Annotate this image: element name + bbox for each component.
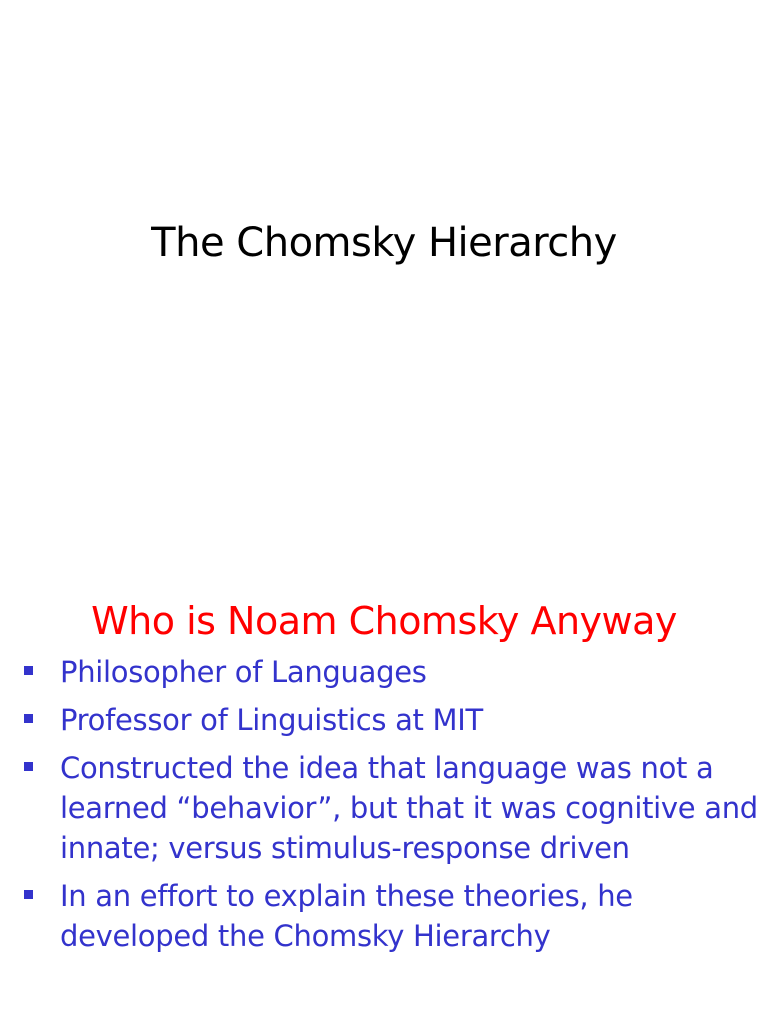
bullet-list xyxy=(18,652,758,964)
bullet-text: Professor of Linguistics at MIT xyxy=(60,703,483,737)
slide-heading: Who is Noam Chomsky Anyway xyxy=(91,599,677,643)
bullet-item xyxy=(18,700,758,740)
square-bullet-icon xyxy=(24,890,33,899)
bullet-text: In an effort to explain these theories, he developed the Chomsky Hierarchy xyxy=(60,879,633,953)
bullet-item xyxy=(18,652,758,692)
bullet-text: Constructed the idea that language was not a learned “behavior”, but that it was cognitive and innate; versus stimulus-response driven xyxy=(60,751,758,865)
bullet-item xyxy=(18,748,758,868)
square-bullet-icon xyxy=(24,666,33,675)
bullet-item xyxy=(18,876,758,956)
bullet-text: Philosopher of Languages xyxy=(60,655,427,689)
square-bullet-icon xyxy=(24,762,33,771)
page-title: The Chomsky Hierarchy xyxy=(151,220,617,266)
square-bullet-icon xyxy=(24,714,33,723)
slide-chomsky-intro xyxy=(0,512,768,1024)
